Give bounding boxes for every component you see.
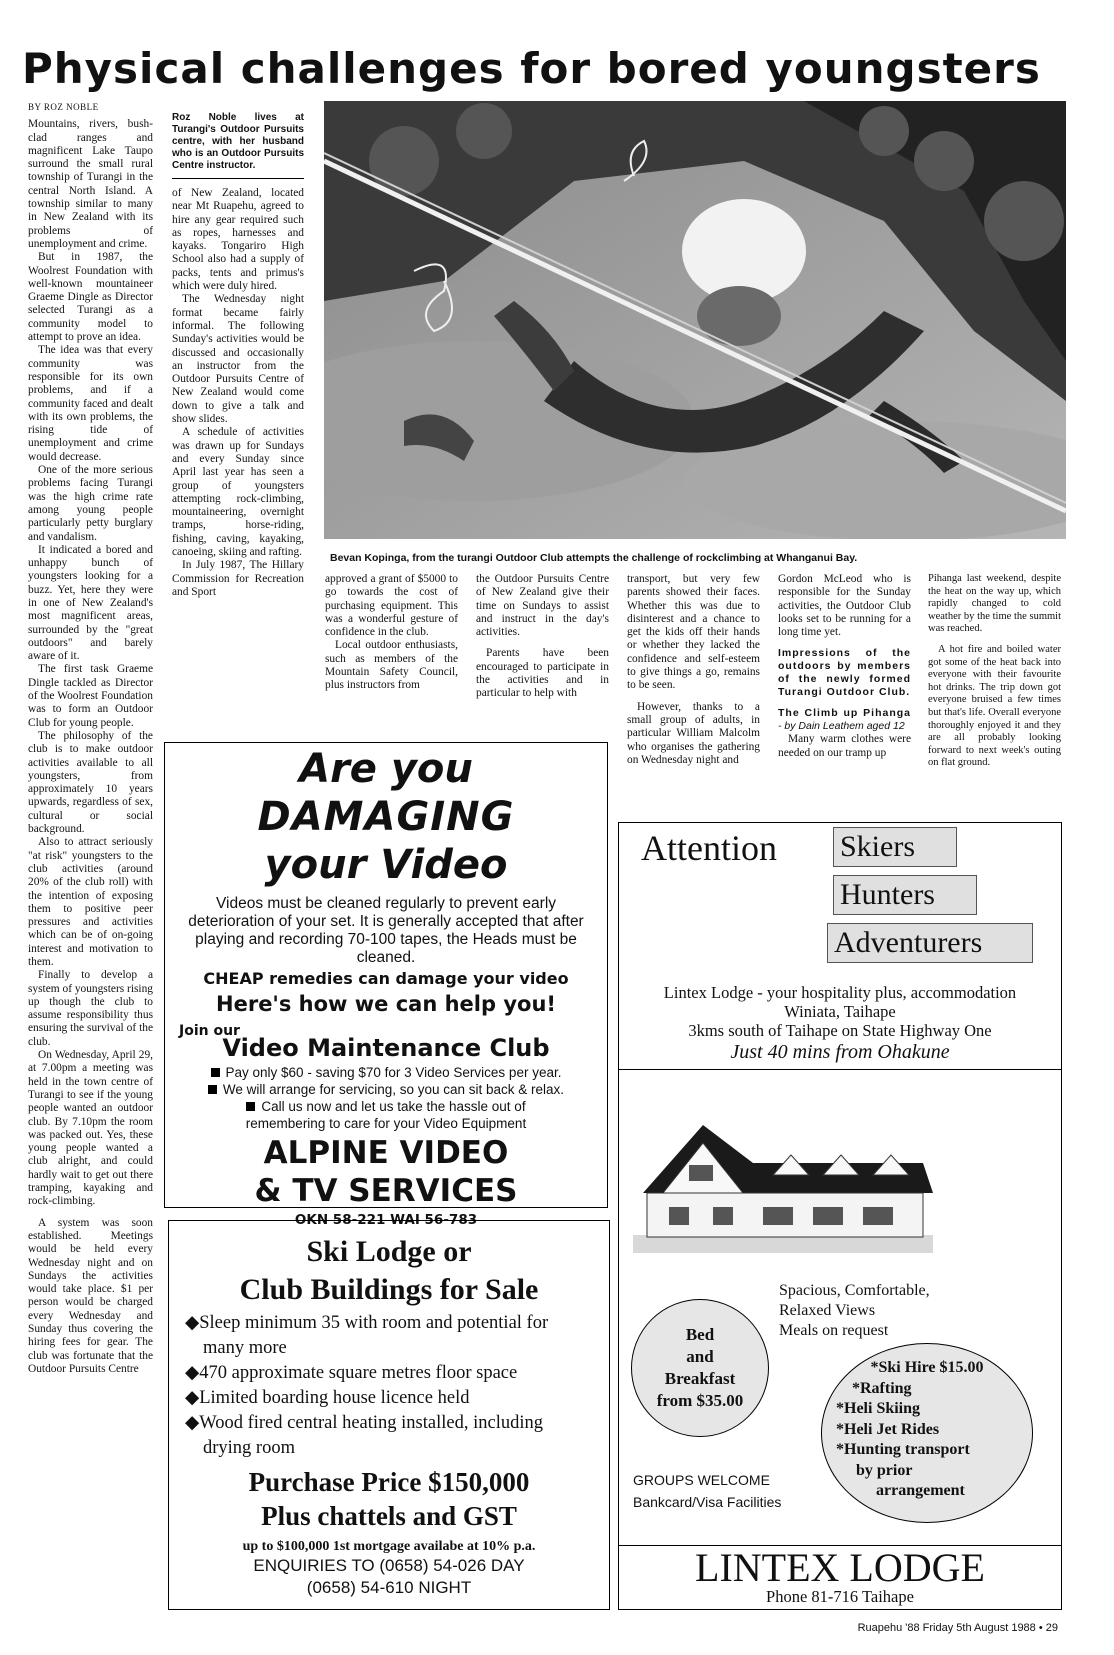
feature-item: ◆Limited boarding house licence held: [185, 1388, 470, 1408]
mortgage-note: up to $100,000 1st mortgage availabe at 10% p.a.: [242, 1539, 536, 1554]
paragraph: A system was soon established. Meetings would be held every Wednesday night and on Sundays the activities would take place. $1 per person would be charged every Wednesday and Sunday thus covering the hiring fees for gear. The club was fortunate that the Outdoor Pursuits Centre: [28, 1216, 153, 1375]
feature-item-cont: drying room: [203, 1438, 295, 1458]
service-item: *Rafting: [852, 1379, 912, 1397]
paragraph: A schedule of activities was drawn up for Sundays and every Sunday since April last year has seen a group of youngsters attempting rock-climbing, mountaineering, overnight tramps, horse-riding, fishing, caving, kayaking, canoeing, skiing and rafting.: [172, 426, 304, 559]
ad-business-name-1: ALPINE VIDEO: [263, 1135, 509, 1171]
bullet-square-icon: [211, 1068, 220, 1077]
skiers-label: Skiers: [833, 827, 957, 867]
feature-text: Limited boarding house licence held: [199, 1388, 470, 1408]
lodge-distance: Just 40 mins from Ohakune: [730, 1041, 950, 1063]
divider: [619, 1069, 1061, 1070]
paragraph: Finally to develop a system of youngsters rising up though the club to assume responsibility thus ensuring the survival of the club.: [28, 969, 153, 1048]
story-title-text: The Climb up Pihanga: [778, 707, 911, 720]
price-note: Plus chattels and GST: [261, 1501, 517, 1531]
service-item: *Heli Jet Rides: [836, 1420, 940, 1438]
climber-illustration: [324, 101, 1066, 539]
adventurers-label: Adventurers: [827, 923, 1033, 963]
article-column-5: [627, 573, 760, 767]
ski-lodge-sale-ad: [168, 1220, 610, 1610]
page-footer: Ruapehu '88 Friday 5th August 1988 • 29: [857, 1622, 1058, 1634]
article-column-6: [778, 573, 911, 760]
ad-headline-line1: Are you: [299, 746, 473, 792]
ad-business-name-2: & TV SERVICES: [254, 1173, 518, 1209]
service-item: by prior: [856, 1461, 913, 1479]
paragraph: transport, but very few parents showed their faces. Whether this was due to disinterest and a chance to get the kids off their hands or whether they lacked the confidence and self-esteem to give things a go, remains to be seen.: [627, 573, 760, 692]
feature-line: Relaxed Views: [779, 1302, 876, 1319]
paragraph: The philosophy of the club is to make outdoor activities available to all youngsters, from approximately 10 years upwards, regardless of sex, cultural or social background.: [28, 729, 153, 836]
paragraph: But in 1987, the Woolrest Foundation with well-known mountaineer Graeme Dingle as Director selected Turangi as a community model to attempt to prove an idea.: [28, 251, 153, 344]
paragraph: Also to attract seriously "at risk" youngsters to the club activities (around 20% of the club roll) with the intention of exposing them to positive peer pressures and activities which can be of on-going interest and motivation to them.: [28, 836, 153, 968]
badge-line: Breakfast: [664, 1369, 736, 1388]
feature-item: ◆470 approximate square metres floor space: [185, 1363, 518, 1383]
groups-welcome: GROUPS WELCOME: [633, 1472, 770, 1488]
feature-item: ◆Wood fired central heating installed, including: [185, 1413, 543, 1433]
section-subheading: Impressions of the outdoors by members of the newly formed Turangi Outdoor Club.: [778, 647, 911, 699]
bed-breakfast-badge: [631, 1299, 769, 1437]
ad-title-line2: Club Buildings for Sale: [239, 1273, 539, 1306]
feature-line: Meals on request: [779, 1322, 889, 1339]
lodge-building-illustration: [633, 1123, 933, 1253]
paragraph: of New Zealand, located near Mt Ruapehu, agreed to hire any gear required such as ropes, harnesses and kayaks. Tongariro High School also had a supply of packs, tents and primus's which were duly hired.: [172, 187, 304, 293]
paragraph: Mountains, rivers, bush-clad ranges and magnificent Lake Taupo surround the small rural township of Turangi in the central North Island. A township similar to many in New Zealand with its problems of unemployment and crime.: [28, 118, 153, 250]
paragraph: On Wednesday, April 29, at 7.00pm a meeting was held in the town centre of Turangi to see if the young people wanted an outdoor club. By 7.10pm the room was packed out. Yes, these young people wanted a club alright, and could hardly wait to get out there tramping, kayaking and rock-climbing.: [28, 1049, 153, 1208]
ad-join: Join our: [179, 1023, 240, 1039]
paragraph: Pihanga last weekend, despite the heat on the way up, which rapidly changed to cold weather by the time the summit was reached.: [928, 573, 1061, 635]
lodge-directions: 3kms south of Taihape on State Highway One: [688, 1021, 992, 1040]
attention-heading: Attention: [641, 828, 777, 868]
ad-bullet: [165, 1064, 607, 1081]
paragraph: However, thanks to a small group of adults, in particular William Malcolm who organises the gathering on Wednesday night and: [627, 700, 760, 766]
paragraph: approved a grant of $5000 to go towards the cost of purchasing equipment. This was a wonderful gesture of confidence in the club.: [325, 573, 458, 639]
ad-help: Here's how we can help you!: [216, 992, 556, 1016]
feature-line: Spacious, Comfortable,: [779, 1282, 930, 1299]
feature-text: 470 approximate square metres floor space: [199, 1363, 518, 1383]
article-column-3: [325, 573, 458, 693]
lodge-description: Lintex Lodge - your hospitality plus, accommodation: [663, 983, 1017, 1002]
rockclimbing-photo: [324, 101, 1066, 539]
paragraph: Parents have been encouraged to participate in the activities and in particular to help with: [476, 647, 609, 700]
paragraph: A hot fire and boiled water got some of the heat back into everyone with their favourite hot drinks. The trip down got everyone bruised a few times but that's life. Overall everyone thoroughly enjoyed it and they are all probably looking forward to next week's outing on flat ground.: [928, 643, 1061, 769]
article-column-2: [172, 112, 304, 599]
paragraph: Gordon McLeod who is responsible for the Sunday activities, the Outdoor Club looks set to be running for a long time yet.: [778, 573, 911, 639]
paragraph: Many warm clothes were needed on our tramp up: [778, 733, 911, 759]
story-title: [778, 707, 911, 733]
card-facilities: Bankcard/Visa Facilities: [633, 1494, 782, 1510]
enquiries-night: (0658) 54-610 NIGHT: [306, 1578, 472, 1597]
ad-bullet-text: Call us now and let us take the hassle out of: [261, 1099, 526, 1114]
author-bio: Roz Noble lives at Turangi's Outdoor Pursuits centre, with her husband who is an Outdoor Pursuits Centre instructor.: [172, 112, 304, 179]
ad-bullet: [165, 1081, 607, 1098]
lodge-photo: [633, 1123, 933, 1253]
service-item: arrangement: [876, 1482, 965, 1499]
services-badge: [821, 1343, 1033, 1523]
badge-line: Bed: [685, 1325, 715, 1344]
ad-bullet-cont: remembering to care for your Video Equipment: [245, 1116, 527, 1131]
paragraph: Local outdoor enthusiasts, such as members of the Mountain Safety Council, plus instructors from: [325, 639, 458, 692]
bullet-square-icon: [208, 1085, 217, 1094]
service-item: *Hunting transport: [836, 1441, 970, 1458]
bullet-square-icon: [246, 1102, 255, 1111]
feature-text: Wood fired central heating installed, including: [199, 1413, 543, 1433]
photo-caption: Bevan Kopinga, from the turangi Outdoor Club attempts the challenge of rockclimbing at Whanganui Bay.: [330, 552, 858, 564]
lintex-lodge-ad: [618, 822, 1062, 1610]
lodge-name: LINTEX LODGE: [695, 1545, 985, 1590]
ad-club-name: Video Maintenance Club: [222, 1034, 550, 1062]
ad-title-line1: Ski Lodge or: [306, 1235, 472, 1268]
video-maintenance-ad: [164, 742, 608, 1228]
feature-item: ◆Sleep minimum 35 with room and potential for: [185, 1313, 549, 1333]
badge-line: and: [686, 1347, 714, 1366]
byline: BY ROZ NOBLE: [28, 102, 99, 112]
lodge-location: Winiata, Taihape: [784, 1002, 896, 1021]
enquiries-day: ENQUIRIES TO (0658) 54-026 DAY: [253, 1556, 525, 1575]
article-column-1: [28, 101, 153, 1376]
hunters-label: Hunters: [833, 875, 977, 915]
article-column-4: [476, 573, 609, 701]
paragraph: the Outdoor Pursuits Centre of New Zealand give their time on Sundays to assist and instruct in the day's activities.: [476, 573, 609, 639]
purchase-price: Purchase Price $150,000: [248, 1467, 530, 1497]
ad-headline-line3: your Video: [264, 842, 508, 888]
ad-headline-line2: DAMAGING: [257, 794, 515, 840]
ad-bullet-text: Pay only $60 - saving $70 for 3 Video Services per year.: [225, 1065, 562, 1080]
paragraph: The Wednesday night format became fairly informal. The following Sunday's activities would be discussed and occasionally an instructor from the Outdoor Pursuits Centre of New Zealand would come down to give a talk and show slides.: [172, 293, 304, 426]
paragraph: The first task Graeme Dingle tackled as Director of the Woolrest Foundation was to form an Outdoor Club for young people.: [28, 663, 153, 729]
paragraph: It indicated a bored and unhappy bunch of youngsters looking for a buzz. Yet, here they were in one of New Zealand's most magnificent areas, surrounded by the "great outdoors" and barely aware of it.: [28, 543, 153, 663]
ad-warning: CHEAP remedies can damage your video: [203, 969, 569, 988]
paragraph: In July 1987, The Hillary Commission for Recreation and Sport: [172, 559, 304, 598]
ad-body: Videos must be cleaned regularly to prevent early deterioration of your set. It is generally accepted that after playing and recording 70-100 tapes, the Heads must be cleaned.: [188, 895, 584, 966]
ad-bullet-text: We will arrange for servicing, so you can sit back & relax.: [222, 1082, 565, 1097]
paragraph: One of the more serious problems facing Turangi was the high crime rate among young people particularly petty burglary and vandalism.: [28, 464, 153, 543]
ad-bullet: [165, 1098, 607, 1115]
service-item: *Heli Skiing: [836, 1400, 921, 1417]
story-author: - by Dain Leathem aged 12: [778, 720, 905, 733]
feature-text: Sleep minimum 35 with room and potential for: [199, 1313, 549, 1333]
service-item: *Ski Hire $15.00: [870, 1359, 984, 1376]
article-column-7: [928, 573, 1061, 770]
features-list: [779, 1281, 1019, 1341]
ad-phone: OKN 58-221 WAI 56-783: [294, 1212, 478, 1228]
lodge-phone: Phone 81-716 Taihape: [766, 1587, 914, 1606]
badge-price: from $35.00: [656, 1391, 744, 1410]
headline: Physical challenges for bored youngsters: [22, 44, 1041, 93]
paragraph: The idea was that every community was responsible for its own problems, and if a community faced and dealt with its own problems, the rising tide of unemployment and crime would decrease.: [28, 344, 153, 463]
feature-item-cont: many more: [203, 1338, 287, 1358]
